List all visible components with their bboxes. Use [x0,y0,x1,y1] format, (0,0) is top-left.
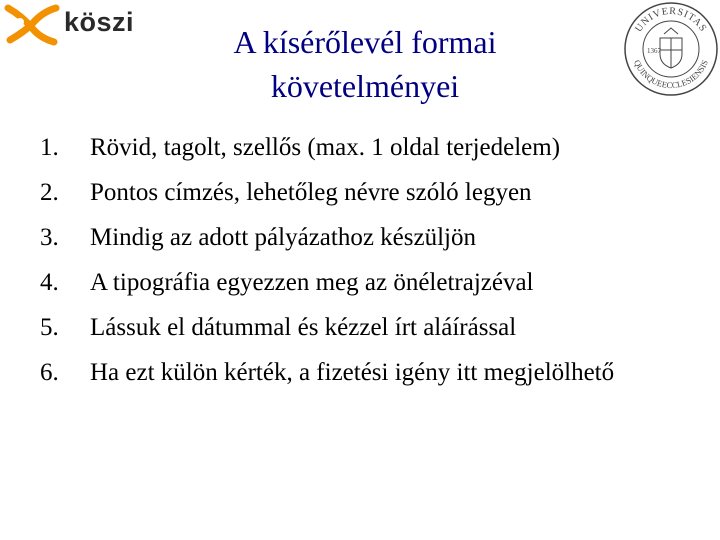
list-item-number: 1. [40,134,59,161]
list-item [40,357,710,388]
list-item [40,177,710,208]
list-item-text: Mindig az adott pályázathoz készüljön [90,224,476,251]
list-item-text: Ha ezt külön kérték, a fizetési igény itt megjelölhető [90,359,615,386]
seal-year: 1367 [647,47,661,55]
university-seal [622,0,720,98]
list-item [40,132,710,163]
list-item [40,222,710,253]
page-title [140,20,590,108]
koszi-logo [2,2,135,46]
koszi-mark-icon [2,2,62,46]
list-item [40,312,710,343]
list-item-text: Rövid, tagolt, szellős (max. 1 oldal terjedelem) [90,134,561,161]
list-item [40,267,710,298]
list-item-number: 6. [40,359,59,386]
list-item-number: 2. [40,179,59,206]
list-item-text: Pontos címzés, lehetőleg névre szóló legyen [90,179,532,206]
list-item-number: 5. [40,314,59,341]
title-line-2: követelményei [270,68,460,104]
seal-bottom-text: QUINQUEECCLESIENSIS [632,58,710,91]
list-item-text: A tipográfia egyezzen meg az önéletrajzéval [90,269,534,296]
svg-text:UNIVERSITAS [633,6,709,34]
list-item-number: 4. [40,269,59,296]
title-line-1: A kísérőlevél formai [233,24,497,60]
seal-emblem-icon [660,28,682,68]
koszi-wordmark: köszi [64,7,135,37]
requirements-list [40,132,710,402]
list-item-number: 3. [40,224,59,251]
seal-top-text: UNIVERSITAS [633,5,709,35]
list-item-text: Lássuk el dátummal és kézzel írt aláírással [90,314,517,341]
